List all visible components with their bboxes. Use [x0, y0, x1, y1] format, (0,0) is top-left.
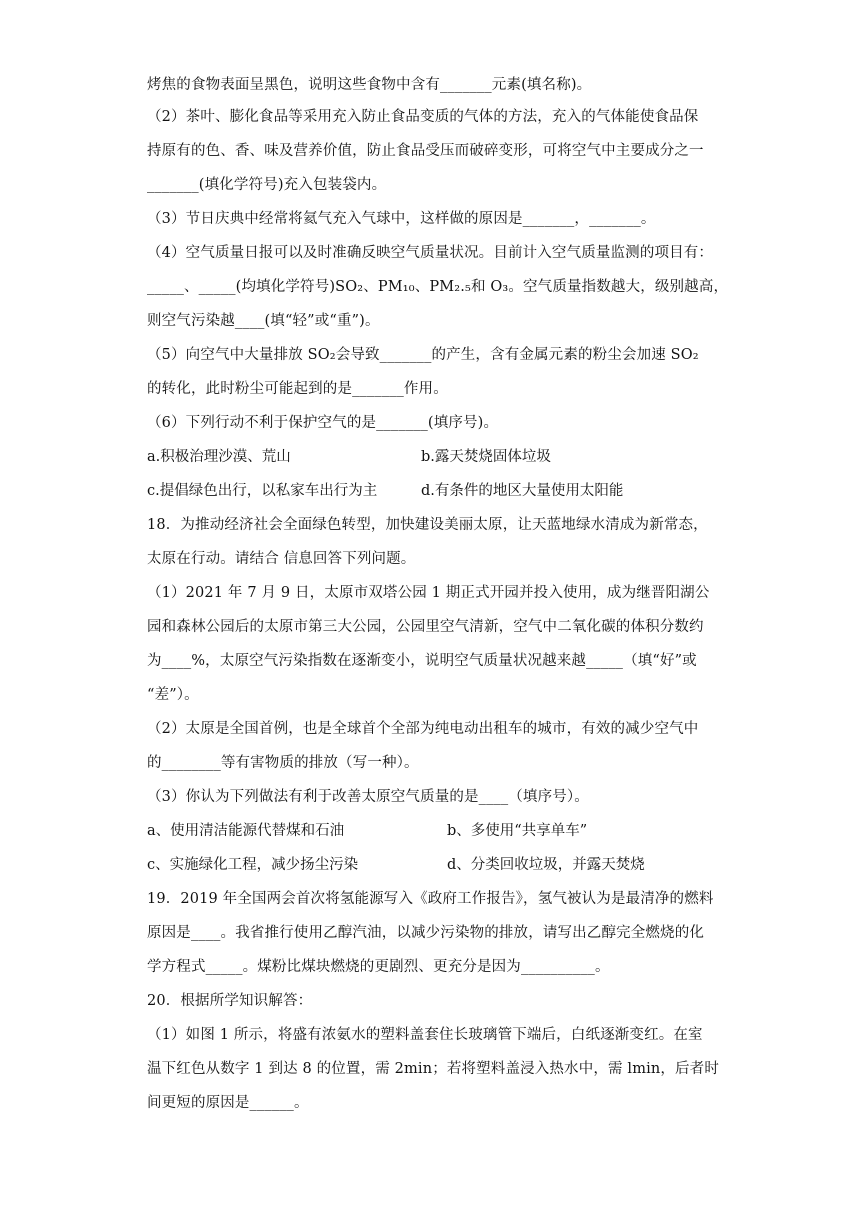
- option-d: d、分类回收垃圾，并露天焚烧: [447, 857, 645, 873]
- text-line: （5）向空气中大量排放 SO₂会导致_______的产生，含有金属元素的粉尘会加速 SO₂: [147, 347, 699, 363]
- text-line: 烤焦的食物表面呈黑色，说明这些食物中含有_______元素(填名称)。: [147, 77, 592, 93]
- question-20: 20．根据所学知识解答：: [147, 993, 313, 1009]
- text-line: 学方程式_____。煤粉比煤块燃烧的更剧烈、更充分是因为__________。: [147, 959, 610, 975]
- text-line: 的________等有害物质的排放（写一种）。: [147, 755, 419, 771]
- text-line: 温下红色从数字 1 到达 8 的位置，需 2min；若将塑料盖浸入热水中，需 lmin，后者时: [147, 1061, 719, 1077]
- question-19: 19．2019 年全国两会首次将氢能源写入《政府工作报告》，氢气被认为是最清净的燃料: [147, 891, 714, 907]
- text-line: _____、_____(均填化学符号)SO₂、PM₁₀、PM₂.₅和 O₃。空气质量指数越大，级别越高，: [147, 279, 729, 295]
- option-a: a、使用清洁能源代替煤和石油: [147, 823, 345, 839]
- text-line: （3）你认为下列做法有利于改善太原空气质量的是____（填序号）。: [147, 789, 589, 805]
- option-c: c、实施绿化工程，减少扬尘污染: [147, 857, 359, 873]
- text-line: （4）空气质量日报可以及时准确反映空气质量状况。目前计入空气质量监测的项目有：: [147, 245, 714, 261]
- text-line: （3）节日庆典中经常将氦气充入气球中，这样做的原因是_______，_______。: [147, 211, 656, 227]
- option-c: c.提倡绿色出行，以私家车出行为主: [147, 483, 378, 499]
- text-line: （2）太原是全国首例，也是全球首个全部为纯电动出租车的城市，有效的减少空气中: [147, 721, 699, 737]
- text-line: （1）2021 年 7 月 9 日，太原市双塔公园 1 期正式开园并投入使用，成为继晋阳湖公: [147, 585, 710, 601]
- text-line: 太原在行动。请结合 信息回答下列问题。: [147, 551, 416, 567]
- option-a: a.积极治理沙漠、荒山: [147, 449, 291, 465]
- text-line: （2）茶叶、膨化食品等采用充入防止食品变质的气体的方法，充入的气体能使食品保: [147, 109, 699, 125]
- text-line: _______(填化学符号)充入包装袋内。: [147, 177, 387, 193]
- text-line: 则空气污染越____(填“轻”或“重”)。: [147, 313, 380, 329]
- option-b: b.露天焚烧固体垃圾: [421, 449, 551, 465]
- text-line: （6）下列行动不利于保护空气的是_______(填序号)。: [147, 415, 499, 431]
- question-18: 18．为推动经济社会全面绿色转型，加快建设美丽太原，让天蓝地绿水清成为新常态，: [147, 517, 708, 533]
- text-line: 园和森林公园后的太原市第三大公园，公园里空气清新，空气中二氧化碳的体积分数约: [147, 619, 704, 635]
- option-b: b、多使用“共享单车”: [447, 823, 588, 839]
- text-line: （1）如图 1 所示，将盛有浓氨水的塑料盖套住长玻璃管下端后，白纸逐渐变红。在室: [147, 1027, 703, 1043]
- text-line: 持原有的色、香、味及营养价值，防止食品受压而破碎变形，可将空气中主要成分之一: [147, 143, 704, 159]
- text-line: 的转化，此时粉尘可能起到的是_______作用。: [147, 381, 448, 397]
- text-line: “差”）。: [147, 687, 199, 703]
- text-line: 原因是____。我省推行使用乙醇汽油，以减少污染物的排放，请写出乙醇完全燃烧的化: [147, 925, 704, 941]
- text-line: 间更短的原因是______。: [147, 1095, 309, 1111]
- text-line: 为____%，太原空气污染指数在逐渐变小，说明空气质量状况越来越_____（填“好”或: [147, 653, 697, 669]
- option-d: d.有条件的地区大量使用太阳能: [421, 483, 624, 499]
